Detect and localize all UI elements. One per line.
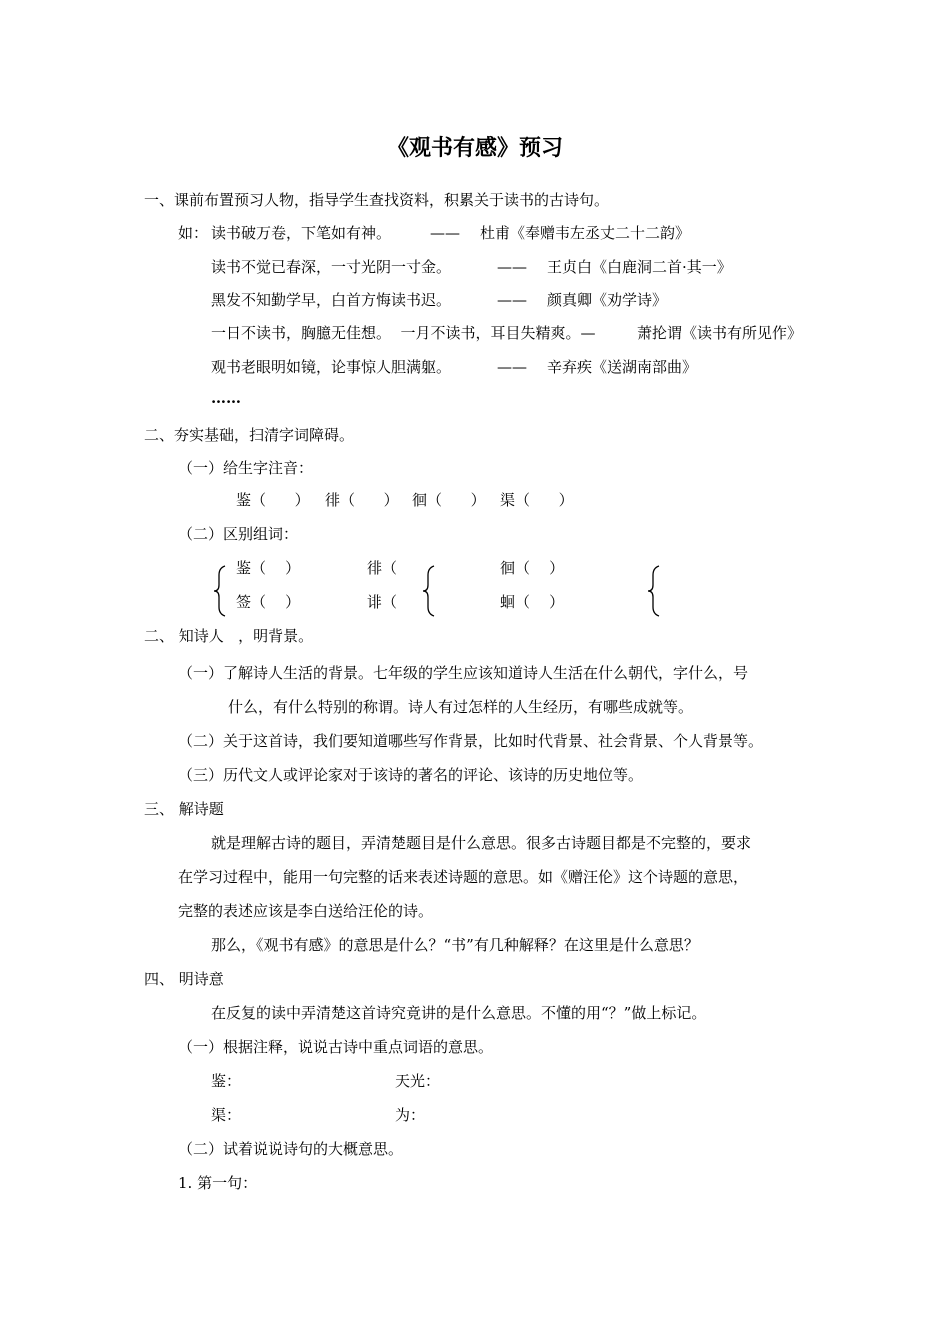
ellipsis: ……: [211, 389, 241, 407]
quote-dash: ——: [497, 358, 527, 376]
term-field: 渠：: [211, 1106, 242, 1124]
paragraph-line: 在学习过程中，能用一句完整的话来表述诗题的意思。如《赠汪伦》这个诗题的意思，: [178, 868, 749, 886]
quote-source: 王贞白《白鹿洞二首·其一》: [547, 258, 732, 276]
pinyin-item: 鉴（ ）: [236, 491, 310, 509]
quote-source: 颜真卿《劝学诗》: [547, 291, 668, 309]
quote-source: 辛弃疾《送湖南部曲》: [547, 358, 698, 376]
word-group-item: 签（ ）: [236, 593, 301, 611]
term-field: 鉴：: [211, 1072, 242, 1090]
quote-dash: ——: [497, 291, 527, 309]
section-5-heading: 四、 明诗意: [144, 970, 224, 988]
paragraph-line: 完整的表述应该是李白送给汪伦的诗。: [178, 902, 434, 920]
pinyin-item: 徊（ ）: [412, 491, 486, 509]
term-field: 为：: [395, 1106, 426, 1124]
list-item: 1. 第一句：: [178, 1174, 258, 1192]
quote-source: 杜甫《奉赠韦左丞丈二十二韵》: [480, 224, 691, 242]
intro-line: 在反复的读中弄清楚这首诗究竟讲的是什么意思。不懂的用“？”做上标记。: [211, 1004, 707, 1022]
word-group-item: 徊（ ）: [500, 559, 565, 577]
background-item: 什么，有什么特别的称谓。诗人有过怎样的人生经历，有哪些成就等。: [228, 698, 694, 716]
word-group-item: 蛔（ ）: [500, 593, 565, 611]
question-line: 那么，《观书有感》的意思是什么？“书”有几种解释？在这里是什么意思？: [211, 936, 699, 954]
pinyin-item: 徘（ ）: [325, 491, 399, 509]
word-group-label: （二）区别组词：: [178, 525, 299, 543]
background-item: （二）关于这首诗，我们要知道哪些写作背景，比如时代背景、社会背景、个人背景等。: [178, 732, 764, 750]
left-brace-icon: [647, 565, 661, 617]
quote-line: 黑发不知勤学早，白首方悔读书迟。: [211, 291, 452, 309]
left-brace-icon: [422, 565, 436, 617]
section-2-heading: 二、夯实基础，扫清字词障碍。: [144, 426, 355, 444]
section-1-heading: 一、课前布置预习人物，指导学生查找资料，积累关于读书的古诗句。: [144, 191, 610, 209]
word-group-item: 诽（: [367, 593, 398, 611]
quote-source: 萧抡谓《读书有所见作》: [637, 324, 803, 342]
page-title: 《观书有感》预习: [386, 135, 563, 161]
word-group-item: 鉴（ ）: [236, 559, 301, 577]
word-group-item: 徘（: [367, 559, 398, 577]
paragraph-line: 就是理解古诗的题目，弄清楚题目是什么意思。很多古诗题目都是不完整的，要求: [211, 834, 752, 852]
section-4-heading: 三、 解诗题: [144, 800, 224, 818]
left-brace-icon: [213, 565, 227, 617]
quote-line: 一日不读书，胸臆无佳想。 一月不读书，耳目失精爽。—: [211, 324, 596, 342]
quote-line: 读书不觉已春深，一寸光阴一寸金。: [211, 258, 452, 276]
example-prefix: 如：: [178, 224, 209, 242]
quote-dash: ——: [430, 224, 460, 242]
quote-line: 观书老眼明如镜，论事惊人胆满躯。: [211, 358, 452, 376]
meaning-label: （二）试着说说诗句的大概意思。: [178, 1140, 404, 1158]
quote-line: 读书破万卷，下笔如有神。: [211, 224, 392, 242]
term-field: 天光：: [395, 1072, 441, 1090]
pinyin-item: 渠（ ）: [500, 491, 574, 509]
background-item: （三）历代文人或评论家对于该诗的著名的评论、该诗的历史地位等。: [178, 766, 644, 784]
background-item: （一）了解诗人生活的背景。七年级的学生应该知道诗人生活在什么朝代，字什么，号: [178, 664, 749, 682]
pinyin-label: （一）给生字注音：: [178, 459, 314, 477]
quote-dash: ——: [497, 258, 527, 276]
section-3-heading: 二、 知诗人 ，明背景。: [144, 627, 314, 645]
terms-label: （一）根据注释，说说古诗中重点词语的意思。: [178, 1038, 494, 1056]
